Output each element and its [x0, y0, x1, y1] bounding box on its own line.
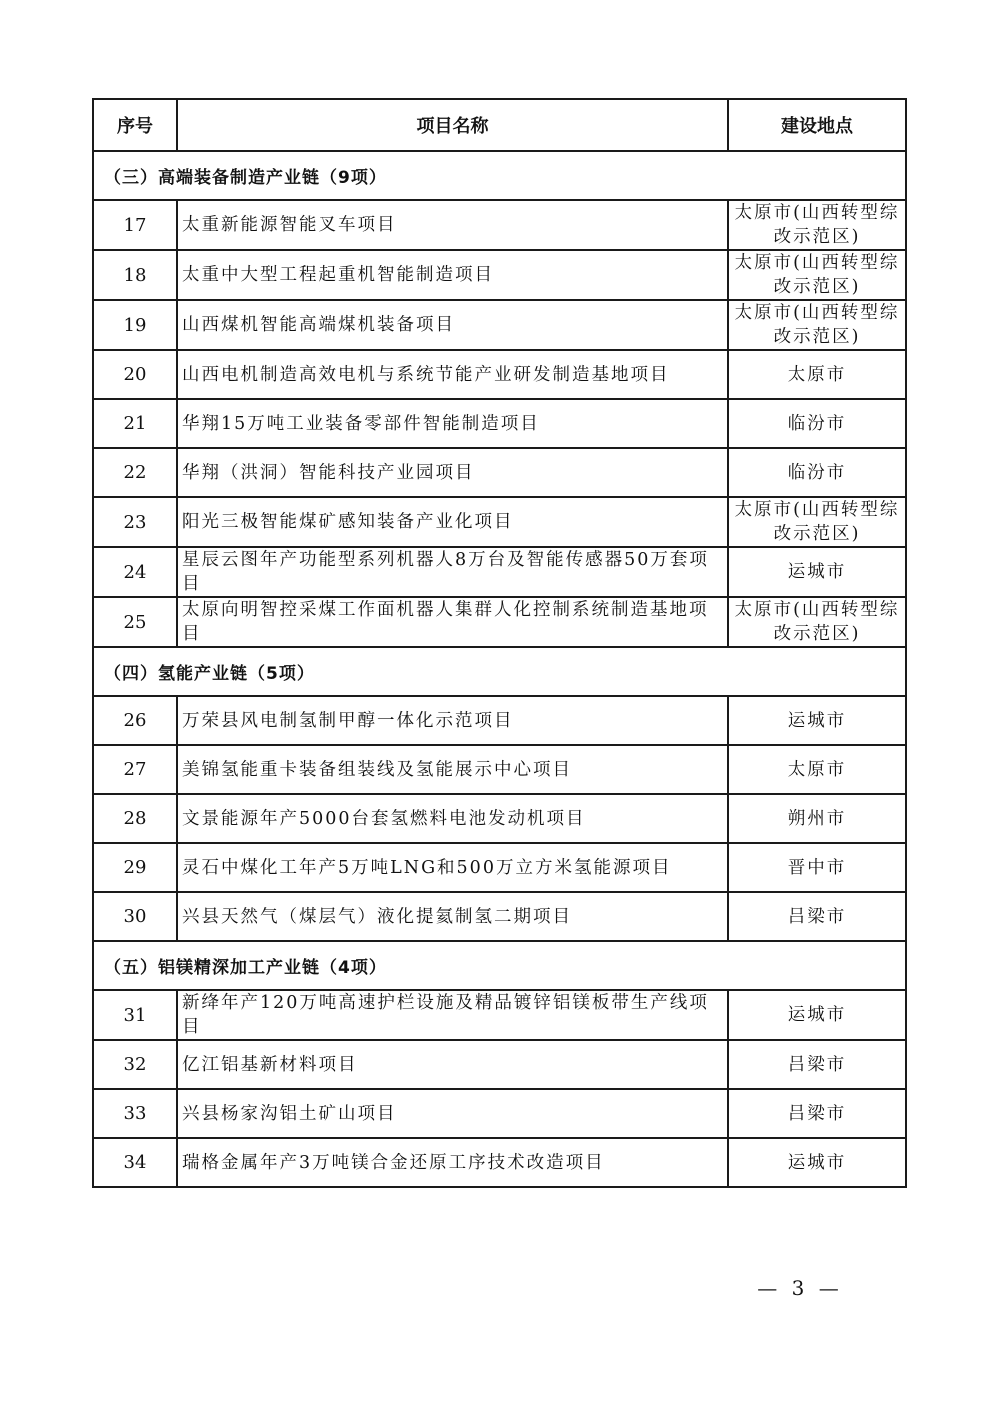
- project-name: 亿江铝基新材料项目: [177, 1040, 728, 1089]
- project-name: 星辰云图年产功能型系列机器人8万台及智能传感器50万套项目: [177, 547, 728, 597]
- project-name: 阳光三极智能煤矿感知装备产业化项目: [177, 497, 728, 547]
- table-row: [93, 1089, 906, 1138]
- build-location: 太原市(山西转型综改示范区): [728, 597, 906, 647]
- row-number: 26: [93, 696, 177, 745]
- build-location: 太原市: [728, 745, 906, 794]
- project-name: 瑞格金属年产3万吨镁合金还原工序技术改造项目: [177, 1138, 728, 1187]
- project-name: 万荣县风电制氢制甲醇一体化示范项目: [177, 696, 728, 745]
- build-location: 临汾市: [728, 399, 906, 448]
- project-name: 美锦氢能重卡装备组装线及氢能展示中心项目: [177, 745, 728, 794]
- build-location: 朔州市: [728, 794, 906, 843]
- table-row: [93, 547, 906, 597]
- table-row: [93, 300, 906, 350]
- project-name: 新绛年产120万吨高速护栏设施及精品镀锌铝镁板带生产线项目: [177, 990, 728, 1040]
- build-location: 太原市(山西转型综改示范区): [728, 200, 906, 250]
- build-location: 运城市: [728, 547, 906, 597]
- section-title: （四）氢能产业链（5项）: [93, 647, 906, 696]
- build-location: 运城市: [728, 1138, 906, 1187]
- table-row: [93, 843, 906, 892]
- project-name: 文景能源年产5000台套氢燃料电池发动机项目: [177, 794, 728, 843]
- project-name: 太原向明智控采煤工作面机器人集群人化控制系统制造基地项目: [177, 597, 728, 647]
- section-row: [93, 647, 906, 696]
- row-number: 29: [93, 843, 177, 892]
- table-row: [93, 497, 906, 547]
- project-name: 华翔（洪洞）智能科技产业园项目: [177, 448, 728, 497]
- build-location: 临汾市: [728, 448, 906, 497]
- table-row: [93, 892, 906, 941]
- table-row: [93, 696, 906, 745]
- row-number: 34: [93, 1138, 177, 1187]
- build-location: 太原市(山西转型综改示范区): [728, 250, 906, 300]
- table-row: [93, 448, 906, 497]
- row-number: 18: [93, 250, 177, 300]
- table-row: [93, 745, 906, 794]
- build-location: 太原市(山西转型综改示范区): [728, 300, 906, 350]
- row-number: 25: [93, 597, 177, 647]
- table-header-row: [93, 99, 906, 151]
- build-location: 吕梁市: [728, 1040, 906, 1089]
- row-number: 30: [93, 892, 177, 941]
- project-name: 华翔15万吨工业装备零部件智能制造项目: [177, 399, 728, 448]
- section-title: （三）高端装备制造产业链（9项）: [93, 151, 906, 200]
- build-location: 太原市(山西转型综改示范区): [728, 497, 906, 547]
- project-table: [92, 98, 907, 1188]
- table-body: [93, 151, 906, 1187]
- row-number: 33: [93, 1089, 177, 1138]
- row-number: 21: [93, 399, 177, 448]
- table-row: [93, 794, 906, 843]
- row-number: 28: [93, 794, 177, 843]
- build-location: 晋中市: [728, 843, 906, 892]
- row-number: 20: [93, 350, 177, 399]
- page-number: — 3 —: [757, 1276, 843, 1300]
- table-row: [93, 250, 906, 300]
- header-location: 建设地点: [728, 99, 906, 151]
- table-row: [93, 1040, 906, 1089]
- build-location: 吕梁市: [728, 892, 906, 941]
- table-row: [93, 990, 906, 1040]
- project-name: 兴县天然气（煤层气）液化提氦制氢二期项目: [177, 892, 728, 941]
- row-number: 22: [93, 448, 177, 497]
- section-row: [93, 151, 906, 200]
- row-number: 17: [93, 200, 177, 250]
- build-location: 太原市: [728, 350, 906, 399]
- row-number: 19: [93, 300, 177, 350]
- row-number: 24: [93, 547, 177, 597]
- project-name: 太重中大型工程起重机智能制造项目: [177, 250, 728, 300]
- table-row: [93, 597, 906, 647]
- row-number: 32: [93, 1040, 177, 1089]
- header-name: 项目名称: [177, 99, 728, 151]
- table-row: [93, 399, 906, 448]
- table-row: [93, 350, 906, 399]
- build-location: 运城市: [728, 696, 906, 745]
- row-number: 27: [93, 745, 177, 794]
- table-row: [93, 1138, 906, 1187]
- project-name: 兴县杨家沟铝土矿山项目: [177, 1089, 728, 1138]
- project-name: 山西煤机智能高端煤机装备项目: [177, 300, 728, 350]
- row-number: 31: [93, 990, 177, 1040]
- build-location: 运城市: [728, 990, 906, 1040]
- project-name: 灵石中煤化工年产5万吨LNG和500万立方米氢能源项目: [177, 843, 728, 892]
- build-location: 吕梁市: [728, 1089, 906, 1138]
- row-number: 23: [93, 497, 177, 547]
- table-row: [93, 200, 906, 250]
- section-row: [93, 941, 906, 990]
- header-no: 序号: [93, 99, 177, 151]
- project-name: 太重新能源智能叉车项目: [177, 200, 728, 250]
- project-name: 山西电机制造高效电机与系统节能产业研发制造基地项目: [177, 350, 728, 399]
- section-title: （五）铝镁精深加工产业链（4项）: [93, 941, 906, 990]
